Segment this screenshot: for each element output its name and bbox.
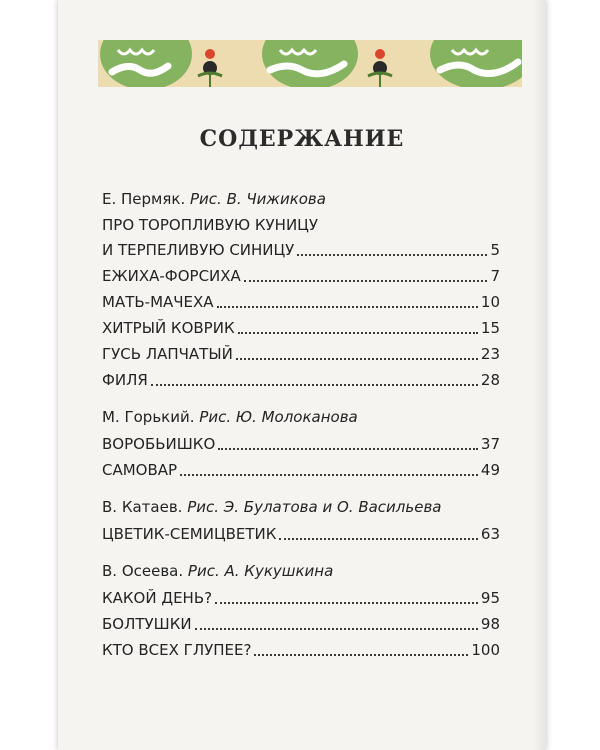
- book-page: [58, 0, 546, 750]
- entry-title-line1: ПРО ТОРОПЛИВУЮ КУНИЦУ: [102, 216, 318, 234]
- entry-page-number: 10: [480, 293, 500, 311]
- toc-section-gorky: [102, 404, 500, 483]
- toc-entry[interactable]: [102, 341, 500, 367]
- entry-title: ФИЛЯ: [102, 371, 148, 389]
- toc-section-permyak: [102, 186, 500, 393]
- toc-entry[interactable]: [102, 213, 500, 263]
- toc-entry[interactable]: [102, 289, 500, 315]
- dot-leader: [254, 653, 468, 656]
- illustrator-name: Рис. В. Чижикова: [190, 190, 326, 208]
- entry-title: ВОРОБЬИШКО: [102, 435, 216, 453]
- dot-leader: [218, 447, 478, 450]
- entry-page-number: 49: [480, 461, 500, 479]
- toc-entry[interactable]: [102, 367, 500, 393]
- dot-leader: [236, 357, 478, 360]
- entry-title: МАТЬ-МАЧЕХА: [102, 293, 214, 311]
- entry-page-number: 15: [480, 319, 500, 337]
- ornament-illustration: [98, 40, 522, 87]
- author-line: [102, 558, 500, 585]
- entry-title: ГУСЬ ЛАПЧАТЫЙ: [102, 345, 233, 363]
- entry-page-number: 7: [490, 267, 500, 285]
- dot-leader: [238, 331, 478, 334]
- illustrator-name: Рис. Э. Булатова и О. Васильева: [187, 498, 442, 516]
- dot-leader: [279, 537, 477, 540]
- entry-page-number: 63: [480, 525, 500, 543]
- entry-page-number: 28: [480, 371, 500, 389]
- author-name: Е. Пермяк.: [102, 190, 186, 208]
- entry-title: КТО ВСЕХ ГЛУПЕЕ?: [102, 641, 252, 659]
- page-title: СОДЕРЖАНИЕ: [199, 126, 405, 152]
- dot-leader: [195, 627, 478, 630]
- entry-page-number: 23: [480, 345, 500, 363]
- author-name: В. Осеева.: [102, 562, 184, 580]
- dot-leader: [151, 383, 478, 386]
- toc-entry[interactable]: [102, 611, 500, 637]
- entry-page-number: 37: [480, 435, 500, 453]
- toc-entry[interactable]: [102, 637, 500, 663]
- author-name: В. Катаев.: [102, 498, 183, 516]
- toc-entry[interactable]: [102, 263, 500, 289]
- dot-leader: [297, 253, 487, 256]
- dot-leader: [215, 601, 478, 604]
- entry-title: КАКОЙ ДЕНЬ?: [102, 589, 213, 607]
- toc-entry[interactable]: [102, 431, 500, 457]
- author-line: [102, 494, 500, 521]
- author-line: [102, 186, 500, 213]
- toc-section-kataev: [102, 494, 500, 547]
- author-name: М. Горький.: [102, 408, 195, 426]
- toc-entry[interactable]: [102, 585, 500, 611]
- decorative-banner: [98, 40, 522, 87]
- dot-leader: [180, 473, 478, 476]
- entry-title: ЦВЕТИК-СЕМИЦВЕТИК: [102, 525, 277, 543]
- entry-title: И ТЕРПЕЛИВУЮ СИНИЦУ: [102, 241, 295, 259]
- table-of-contents: [102, 186, 500, 674]
- toc-section-oseeva: [102, 558, 500, 663]
- entry-page-number: 95: [480, 589, 500, 607]
- illustrator-name: Рис. А. Кукушкина: [187, 562, 334, 580]
- dot-leader: [217, 305, 478, 308]
- illustrator-name: Рис. Ю. Молоканова: [199, 408, 358, 426]
- entry-page-number: 100: [471, 641, 500, 659]
- toc-entry[interactable]: [102, 521, 500, 547]
- entry-page-number: 98: [480, 615, 500, 633]
- entry-title: ЕЖИХА-ФОРСИХА: [102, 267, 241, 285]
- dot-leader: [244, 279, 488, 282]
- entry-title: БОЛТУШКИ: [102, 615, 192, 633]
- toc-entry[interactable]: [102, 457, 500, 483]
- toc-entry[interactable]: [102, 315, 500, 341]
- author-line: [102, 404, 500, 431]
- entry-title: ХИТРЫЙ КОВРИК: [102, 319, 235, 337]
- entry-title: САМОВАР: [102, 461, 178, 479]
- entry-page-number: 5: [490, 241, 500, 259]
